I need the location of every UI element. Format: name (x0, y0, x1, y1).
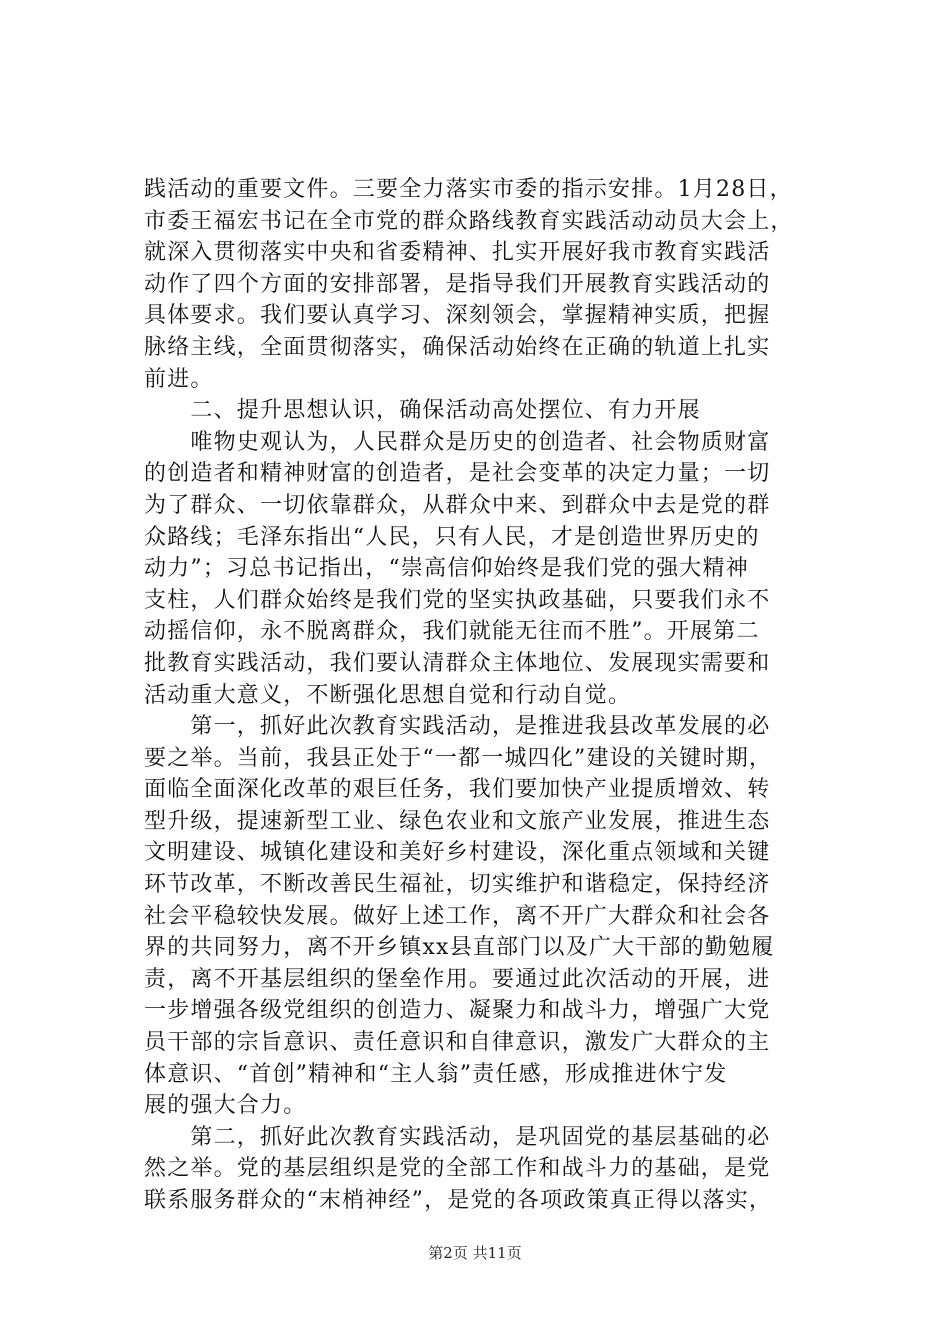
text-line: 众路线；毛泽东指出“人民，只有人民，才是创造世界历史的 (144, 524, 760, 550)
text-line: 型升级，提速新型工业、绿色农业和文旅产业发展，推进生态 (144, 808, 771, 834)
text-line: 为了群众、一切依靠群众，从群众中来、到群众中去是党的群 (144, 492, 771, 518)
text-line: 支柱，人们群众始终是我们党的坚实执政基础，只要我们永不 (144, 587, 771, 613)
text-line: 践活动的重要文件。三要全力落实市委的指示安排。1月28日， (144, 177, 793, 202)
text-line: 二、提升思想认识，确保活动高处摆位、有力开展 (144, 398, 701, 424)
text-line: 展的强大合力。 (144, 1093, 307, 1119)
document-body (144, 174, 828, 1217)
text-line: 界的共同努力，离不开乡镇xx县直部门以及广大干部的勤勉履 (144, 935, 775, 961)
text-line: 面临全面深化改革的艰巨任务，我们要加快产业提质增效、转 (144, 777, 771, 803)
text-line: 体意识、“首创”精神和“主人翁”责任感，形成推进休宁发 (144, 1061, 728, 1087)
text-line: 然之举。党的基层组织是党的全部工作和战斗力的基础，是党 (144, 1156, 771, 1182)
text-line: 活动重大意义，不断强化思想自觉和行动自觉。 (144, 682, 632, 708)
text-line: 脉络主线，全面贯彻落实，确保活动始终在正确的轨道上扎实 (144, 334, 771, 360)
text-line: 动摇信仰，永不脱离群众，我们就能无往而不胜”。开展第二 (144, 619, 760, 645)
text-line: 市委王福宏书记在全市党的群众路线教育实践活动动员大会上， (144, 208, 794, 234)
text-line: 唯物史观认为，人民群众是历史的创造者、社会物质财富 (144, 429, 771, 455)
text-line: 一步增强各级党组织的创造力、凝聚力和战斗力，增强广大党 (144, 998, 771, 1024)
text-line: 第二，抓好此次教育实践活动，是巩固党的基层基础的必 (144, 1124, 771, 1150)
text-line: 的创造者和精神财富的创造者，是社会变革的决定力量；一切 (144, 461, 771, 487)
text-line: 文明建设、城镇化建设和美好乡村建设，深化重点领域和关键 (144, 840, 771, 866)
text-line: 员干部的宗旨意识、责任意识和自律意识，激发广大群众的主 (144, 1030, 771, 1056)
text-line: 前进。 (144, 366, 214, 392)
text-line: 要之举。当前，我县正处于“一都一城四化”建设的关键时期， (144, 745, 773, 771)
text-line: 动作了四个方面的安排部署，是指导我们开展教育实践活动的 (144, 271, 771, 297)
text-line: 责，离不开基层组织的堡垒作用。要通过此次活动的开展，进 (144, 966, 771, 992)
text-line: 就深入贯彻落实中央和省委精神、扎实开展好我市教育实践活 (144, 240, 771, 266)
text-line: 具体要求。我们要认真学习、深刻领会，掌握精神实质，把握 (144, 303, 771, 329)
text-line: 联系服务群众的“末梢神经”，是党的各项政策真正得以落实， (144, 1188, 773, 1213)
text-line: 动力”；习总书记指出，“崇高信仰始终是我们党的强大精神 (144, 556, 749, 582)
text-line: 环节改革，不断改善民生福祉，切实维护和谐稳定，保持经济 (144, 872, 771, 898)
text-line: 批教育实践活动，我们要认清群众主体地位、发展现实需要和 (144, 650, 771, 676)
page-footer: 第2页 共11页 (428, 1244, 522, 1262)
text-line: 社会平稳较快发展。做好上述工作，离不开广大群众和社会各 (144, 903, 771, 929)
text-line: 第一，抓好此次教育实践活动，是推进我县改革发展的必 (144, 714, 771, 740)
